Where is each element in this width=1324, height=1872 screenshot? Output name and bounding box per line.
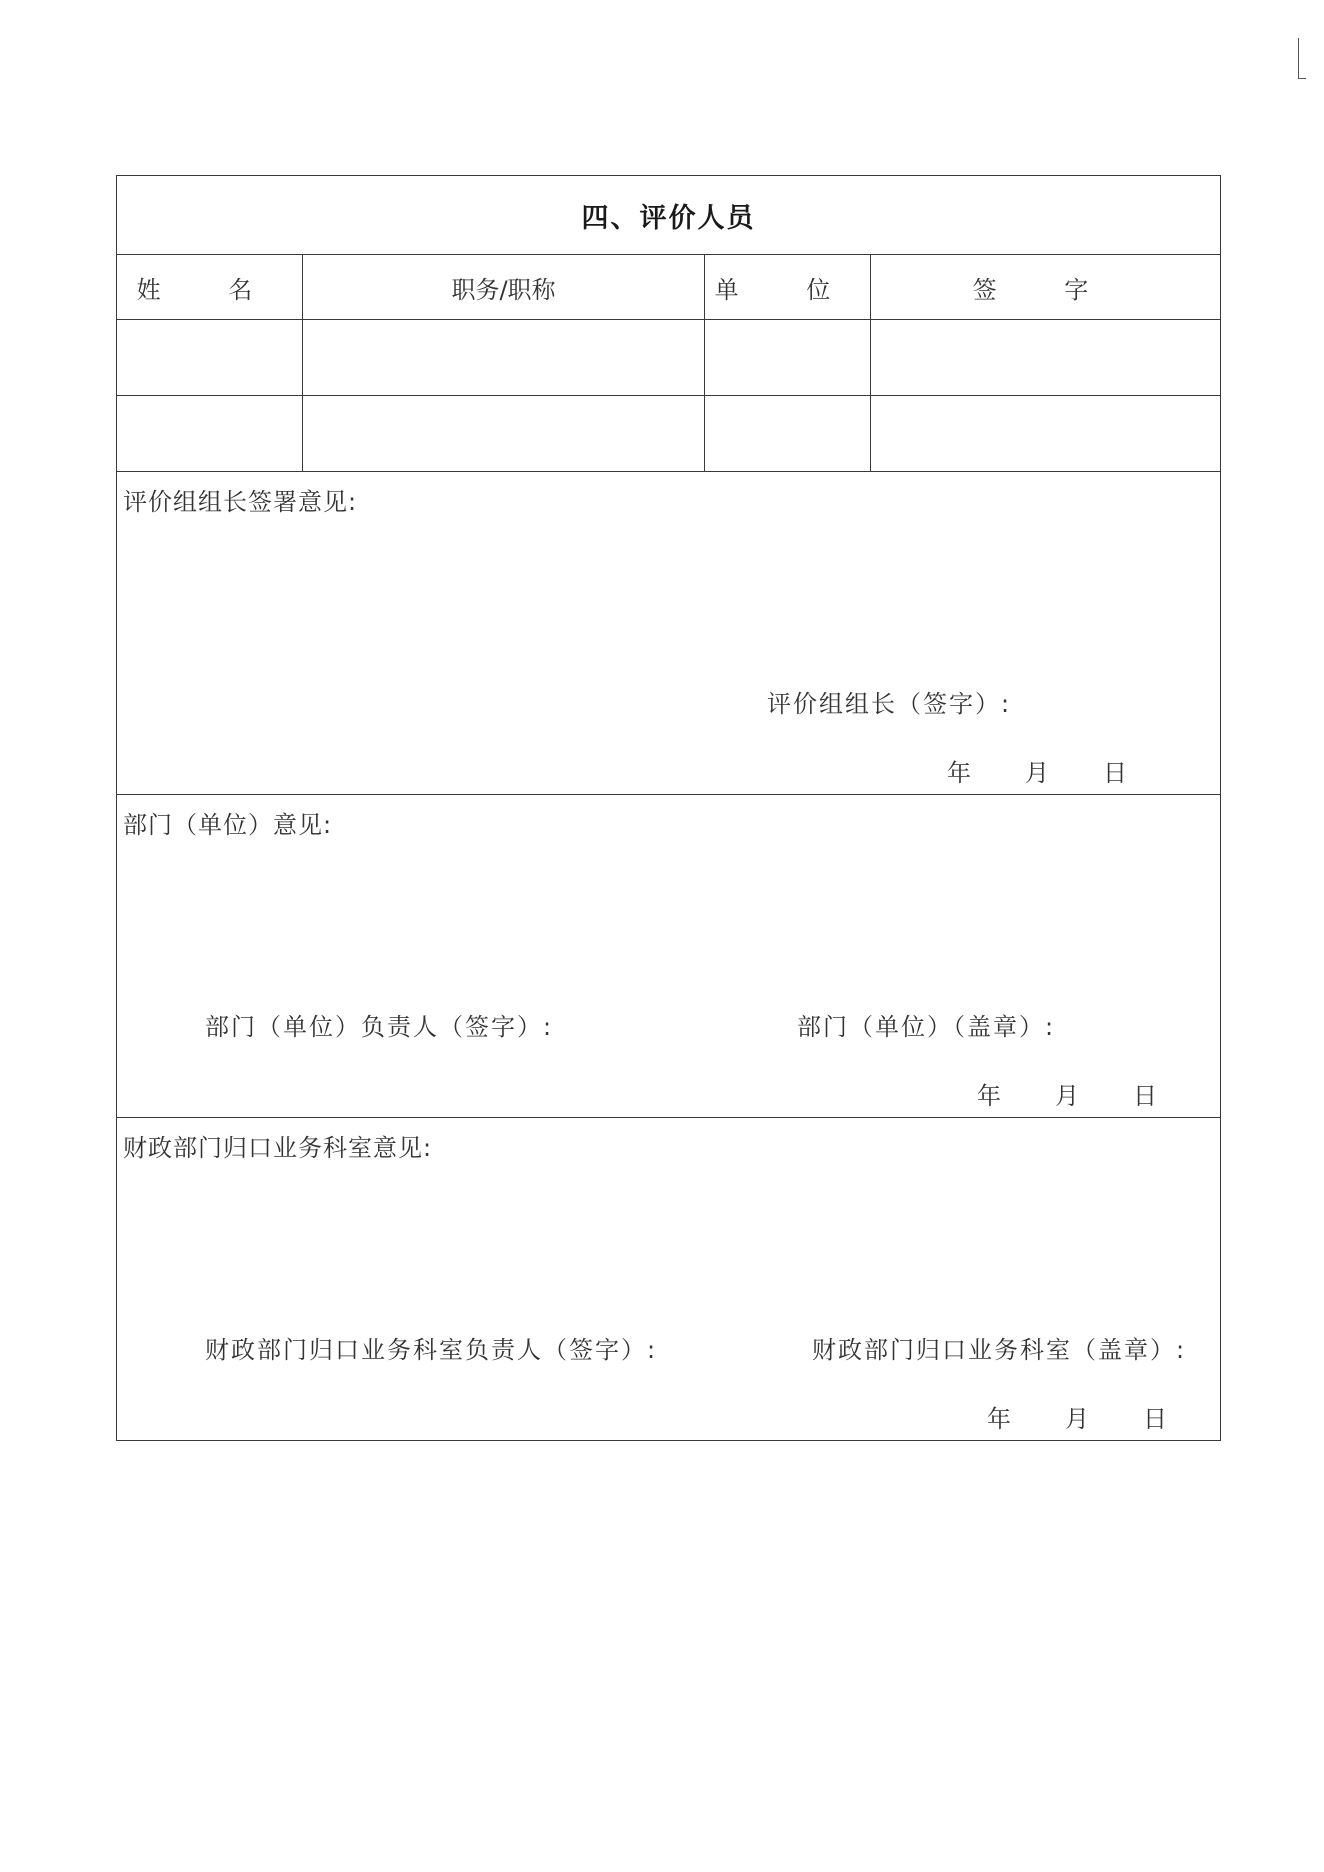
form-title: 四、评价人员 <box>117 176 1221 255</box>
department-opinion-title: 部门（单位）意见: <box>123 811 333 839</box>
position-cell[interactable] <box>303 320 705 396</box>
department-seal-label: 部门（单位）（盖章）: <box>797 1013 1056 1041</box>
finance-office-opinion-section[interactable] <box>117 1118 1221 1441</box>
group-leader-signature-label: 评价组组长（签字）: <box>767 690 1012 718</box>
evaluation-personnel-form <box>116 175 1221 1441</box>
department-date <box>977 1076 1157 1111</box>
header-position-title: 职务/职称 <box>303 255 705 320</box>
name-cell[interactable] <box>117 320 303 396</box>
date-year: 年 <box>987 1405 1011 1433</box>
department-head-signature-label: 部门（单位）负责人（签字）: <box>205 1013 554 1041</box>
signature-cell[interactable] <box>871 320 1221 396</box>
page-corner-mark <box>1298 38 1306 79</box>
date-year: 年 <box>947 759 971 787</box>
header-name: 姓 名 <box>117 255 303 320</box>
table-row <box>117 396 1221 472</box>
header-signature: 签 字 <box>871 255 1221 320</box>
department-opinion-section[interactable] <box>117 795 1221 1118</box>
unit-cell[interactable] <box>705 320 871 396</box>
date-year: 年 <box>977 1082 1001 1110</box>
group-leader-opinion-title: 评价组组长签署意见: <box>123 488 358 516</box>
group-leader-date <box>947 753 1127 788</box>
date-month: 月 <box>1065 1405 1089 1433</box>
name-cell[interactable] <box>117 396 303 472</box>
header-unit: 单 位 <box>705 255 871 320</box>
date-day: 日 <box>1133 1082 1157 1110</box>
signature-cell[interactable] <box>871 396 1221 472</box>
unit-cell[interactable] <box>705 396 871 472</box>
date-day: 日 <box>1143 1405 1167 1433</box>
finance-office-head-signature-label: 财政部门归口业务科室负责人（签字）: <box>205 1336 658 1364</box>
date-month: 月 <box>1055 1082 1079 1110</box>
date-month: 月 <box>1025 759 1049 787</box>
finance-office-seal-label: 财政部门归口业务科室（盖章）: <box>812 1336 1187 1364</box>
date-day: 日 <box>1103 759 1127 787</box>
table-row <box>117 320 1221 396</box>
finance-office-date <box>987 1399 1167 1434</box>
finance-office-opinion-title: 财政部门归口业务科室意见: <box>123 1134 433 1162</box>
position-cell[interactable] <box>303 396 705 472</box>
group-leader-opinion-section[interactable] <box>117 472 1221 795</box>
